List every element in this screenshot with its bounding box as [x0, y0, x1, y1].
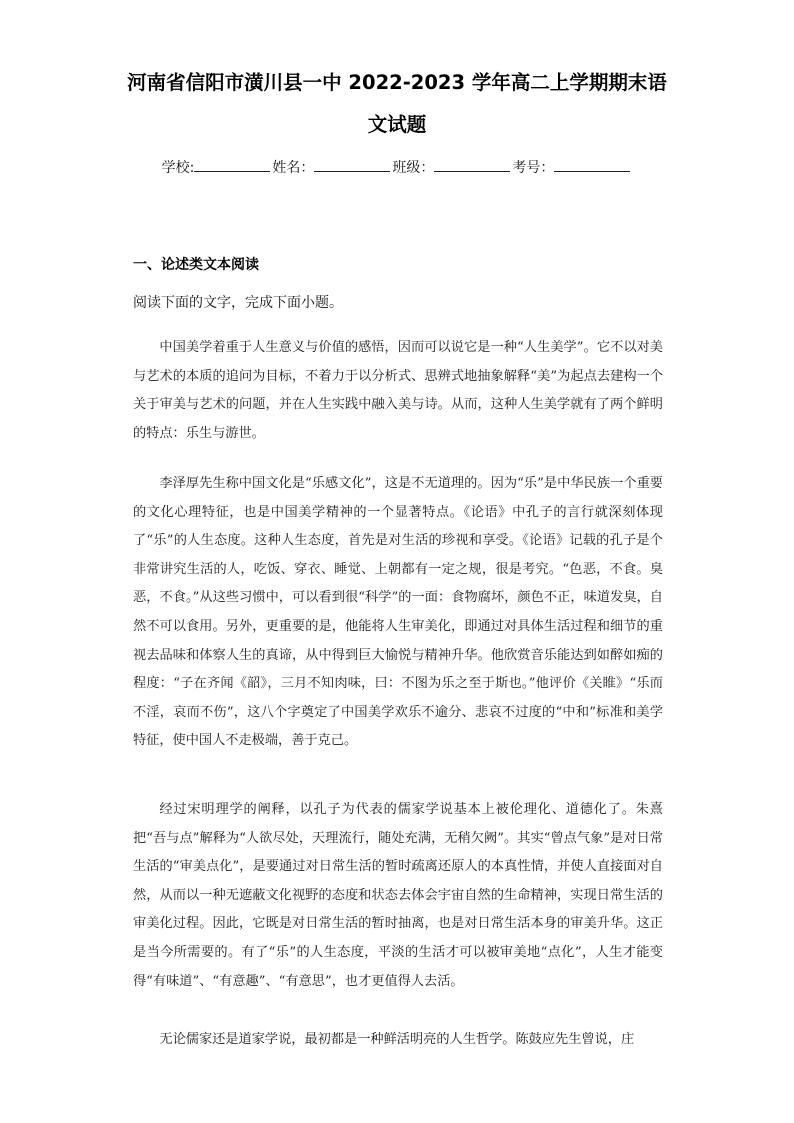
name-blank: [314, 157, 390, 172]
class-blank: [434, 157, 510, 172]
class-label: 班级：: [392, 160, 435, 176]
document-title: [0, 62, 794, 146]
reading-instruction: 阅读下面的文字，完成下面小题。: [133, 295, 343, 311]
name-label: 姓名：: [272, 160, 315, 176]
exam-number-blank: [554, 157, 630, 172]
section-heading: 一、论述类文本阅读: [133, 257, 259, 273]
school-blank: [194, 157, 270, 172]
exam-number-label: 考号：: [512, 160, 555, 176]
passage-paragraph-3: 经过宋明理学的阐释，以孔子为代表的儒家学说基本上被伦理化、道德化了。朱熹把“吾与点”解释为“人欲尽处，天理流行，随处充满，无稍欠阙”。其实“曾点气象”是对日常生活的“审美点化”，是要通过对日常生活的暂时疏离还原人的本真性情，并使人直接面对自然，从而以一种无遮蔽文化视野的态度和状态去体会宇宙自然的生命精神，实现日常生活的审美化过程。因此，它既是对日常生活的暂时抽离，也是对日常生活本身的审美升华。这正是当今所需要的。有了“乐”的人生态度，平淡的生活才可以被审美地“点化”，人生才能变得“有味道”、“有意趣”、“有意思”，也才更值得人去活。: [133, 802, 663, 989]
school-label: 学校:: [161, 160, 195, 176]
title-line-2: 文试题: [367, 113, 427, 136]
title-line-1: 河南省信阳市潢川县一中 2022-2023 学年高二上学期期末语: [127, 71, 667, 94]
passage-paragraph-1: 中国美学着重于人生意义与价值的感悟，因而可以说它是一种“人生美学”。它不以对美与艺术的本质的追问为目标，不着力于以分析式、思辨式地抽象解释“美”为起点去建构一个关于审美与艺术的问题，并在人生实践中融入美与诗。从而，这种人生美学就有了两个鲜明的特点：乐生与游世。: [133, 340, 663, 441]
student-info-row: [0, 157, 794, 177]
passage-paragraph-4: 无论儒家还是道家学说，最初都是一种鲜活明亮的人生哲学。陈鼓应先生曾说，庄: [159, 1032, 635, 1047]
passage-paragraph-2: 李泽厚先生称中国文化是“乐感文化”，这是不无道理的。因为“乐”是中华民族一个重要的文化心理特征，也是中国美学精神的一个显著特点。《论语》中孔子的言行就深刻体现了“乐”的人生态度。这种人生态度，首先是对生活的珍视和享受。《论语》记载的孔子是个非常讲究生活的人，吃饭、穿衣、睡觉、上朝都有一定之规，很是考究。“色恶，不食。臭恶，不食。”从这些习惯中，可以看到很“科学”的一面：食物腐坏，颜色不正，味道发臭，自然不可以食用。另外，更重要的是，他能将人生审美化，即通过对具体生活过程和细节的重视去品味和体察人生的真谛，从中得到巨大愉悦与精神升华。他欣赏音乐能达到如醉如痴的程度：“子在齐闻《韶》，三月不知肉味，曰：不图为乐之至于斯也。”他评价《关睢》“乐而不淫，哀而不伤”，这八个字奠定了中国美学欢乐不逾分、悲哀不过度的“中和”标准和美学特征，使中国人不走极端，善于克己。: [133, 476, 663, 749]
